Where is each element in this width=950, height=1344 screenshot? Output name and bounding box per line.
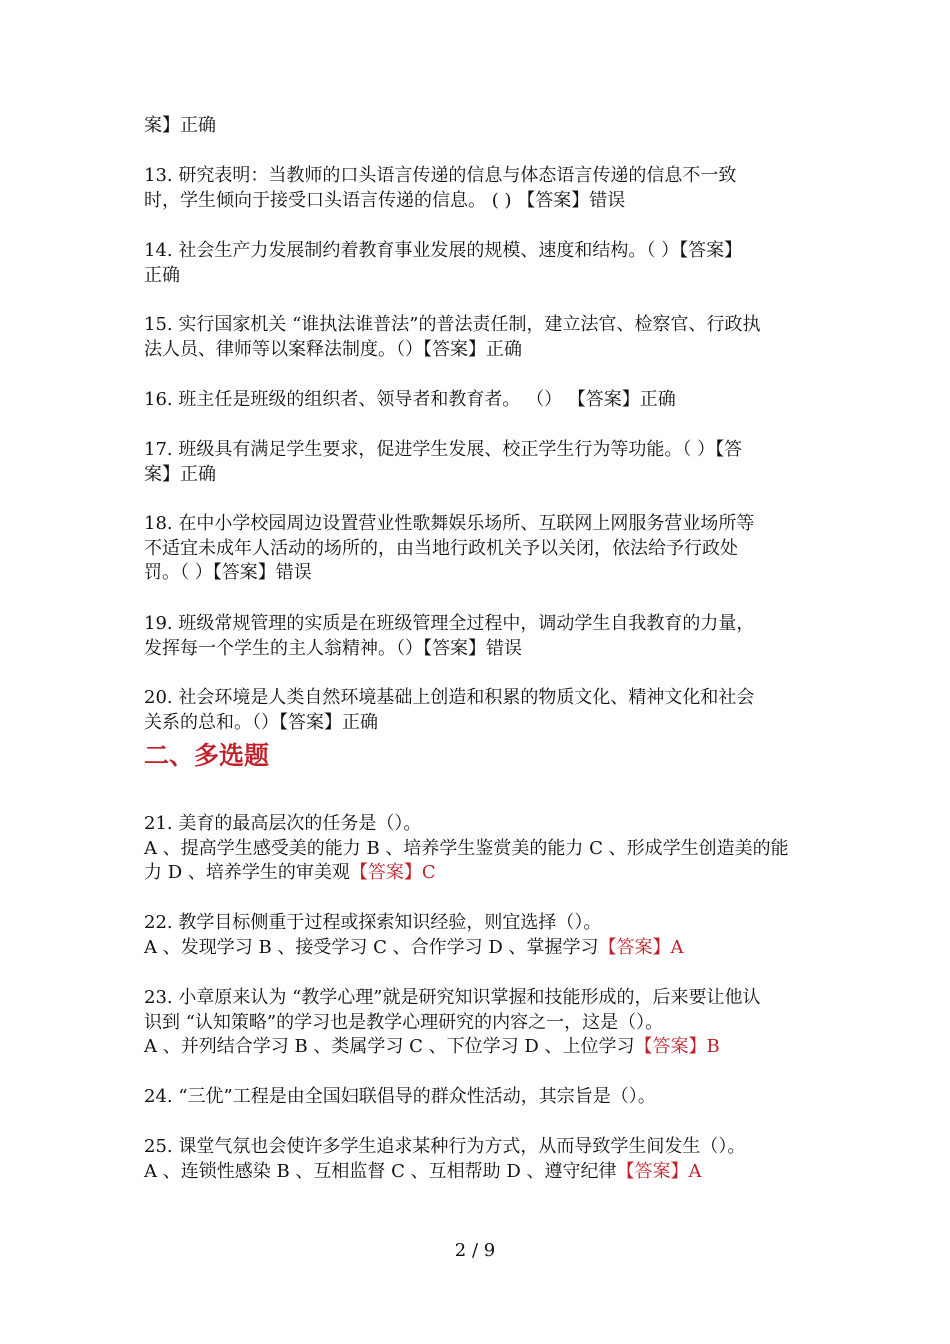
text-line: 19. 班级常规管理的实质是在班级管理全过程中，调动学生自我教育的力量，: [144, 613, 755, 634]
question-text: 识到 “认知策略”的学习也是教学心理研究的内容之一，这是（）。: [144, 1011, 664, 1033]
options-text: A 、发现学习 B 、接受学习 C 、合作学习 D 、掌握学习: [144, 936, 599, 958]
text-line: 16. 班主任是班级的组织者、领导者和教育者。 （） 【答案】正确: [144, 389, 676, 410]
question-text: 21. 美育的最高层次的任务是（）。: [144, 813, 422, 834]
options-text: A 、连锁性感染 B 、互相监督 C 、互相帮助 D 、遵守纪律: [144, 1160, 617, 1182]
mc-item-23: [144, 986, 810, 1060]
text-line: 发挥每一个学生的主人翁精神。（）【答案】错误: [144, 637, 522, 659]
tf-item-12-tail: [144, 114, 810, 139]
text-line: 17. 班级具有满足学生要求，促进学生发展、校正学生行为等功能。（ ）【答: [144, 439, 743, 460]
tf-item-17: [144, 438, 810, 487]
text-line: 案】正确: [144, 115, 216, 136]
answer-label: 【答案】B: [634, 1036, 720, 1057]
options-text: A 、并列结合学习 B 、类属学习 C 、下位学习 D 、上位学习: [144, 1036, 635, 1057]
text-line: 关系的总和。（）【答案】正确: [144, 711, 378, 733]
mc-item-21: [144, 812, 810, 886]
text-line: 15. 实行国家机关 “谁执法谁普法”的普法责任制，建立法官、检察官、行政执: [144, 314, 761, 335]
text-line: 20. 社会环境是人类自然环境基础上创造和积累的物质文化、精神文化和社会: [144, 687, 755, 708]
question-text: 22. 教学目标侧重于过程或探索知识经验，则宜选择（）。: [144, 912, 602, 933]
mc-item-22: [144, 911, 810, 960]
options-text: A 、提高学生感受美的能力 B 、培养学生鉴赏美的能力 C 、形成学生创造美的能: [144, 837, 789, 859]
mc-item-24: [144, 1085, 810, 1110]
answer-label: 【答案】A: [598, 936, 684, 958]
answer-label: 【答案】A: [616, 1160, 702, 1182]
text-line: 不适宜未成年人活动的场所的，由当地行政机关予以关闭，依法给予行政处: [144, 537, 738, 559]
text-line: 案】正确: [144, 463, 216, 485]
question-text: 25. 课堂气氛也会使许多学生追求某种行为方式，从而导致学生间发生（）。: [144, 1136, 746, 1157]
text-line: 18. 在中小学校园周边设置营业性歌舞娱乐场所、互联网上网服务营业场所等: [144, 513, 755, 534]
text-line: 13. 研究表明：当教师的口头语言传递的信息与体态语言传递的信息不一致: [144, 165, 737, 186]
tf-item-20: [144, 686, 810, 735]
page-number: 2 / 9: [454, 1240, 496, 1261]
tf-item-18: [144, 512, 810, 586]
question-text: 23. 小章原来认为 “教学心理”就是研究知识掌握和技能形成的，后来要让他认: [144, 987, 761, 1008]
mc-item-25: [144, 1135, 810, 1184]
section-heading: 二、多选题: [144, 741, 270, 770]
tf-item-16: [144, 388, 810, 413]
text-line: 正确: [144, 264, 180, 286]
tf-item-15: [144, 313, 810, 362]
tf-item-14: [144, 239, 810, 288]
options-text: 力 D 、培养学生的审美观: [144, 862, 350, 883]
text-line: 时，学生倾向于接受口头语言传递的信息。 ( ) 【答案】错误: [144, 189, 626, 211]
tf-item-13: [144, 164, 810, 213]
question-text: 24. “三优”工程是由全国妇联倡导的群众性活动，其宗旨是（）。: [144, 1086, 656, 1107]
text-line: 14. 社会生产力发展制约着教育事业发展的规模、速度和结构。（ ）【答案】: [144, 240, 743, 261]
text-line: 罚。（ ）【答案】错误: [144, 562, 312, 583]
tf-item-19: [144, 612, 810, 661]
answer-label: 【答案】C: [349, 862, 436, 883]
text-line: 法人员、律师等以案释法制度。（）【答案】正确: [144, 338, 522, 360]
